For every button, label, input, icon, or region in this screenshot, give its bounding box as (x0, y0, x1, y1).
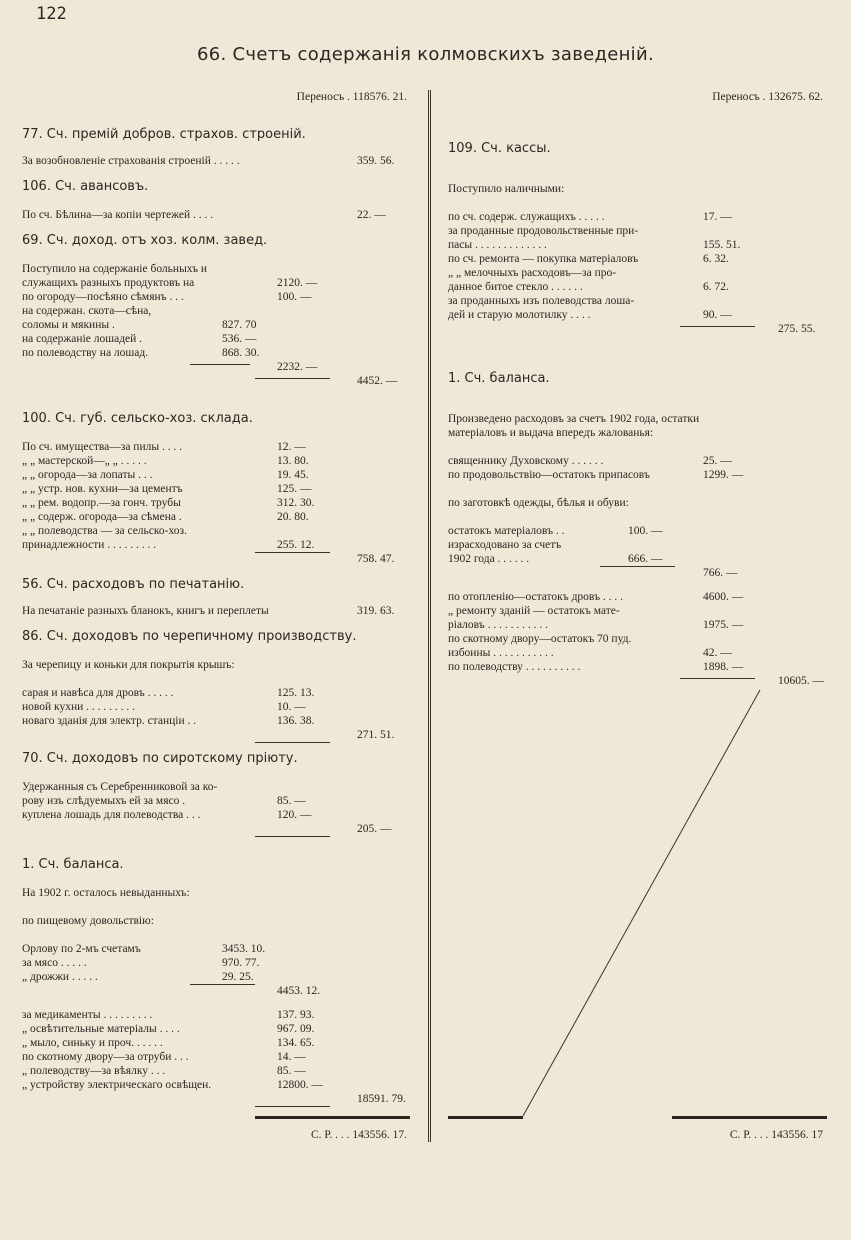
entry-text: „ полеводству—за вѣялку . . . (22, 1065, 166, 1077)
amount-a: 100. — (277, 291, 312, 303)
amount-a: 134. 65. (277, 1037, 315, 1049)
amount-a: 12800. — (277, 1079, 323, 1091)
entry-text: по полеводству . . . . . . . . . . (448, 661, 581, 673)
entry-text: „ „ мастерской—„ „ . . . . . (22, 455, 147, 467)
amount-a: 766. — (703, 567, 738, 579)
heading-text: 109. Сч. кассы. (448, 141, 551, 156)
entry-text: за проданныхъ изъ полеводства лоша- (448, 295, 635, 307)
entry-text: дей и старую молотилку . . . . (448, 309, 591, 321)
entry-text: по полеводству на лошад. (22, 347, 149, 359)
page-title: 66. Счетъ содержанія колмовскихъ заведеній. (196, 44, 654, 65)
entry-text: служащихъ разныхъ продуктовъ на (22, 277, 195, 289)
amount-c: 271. 51. (357, 729, 395, 741)
entry-text: На печатаніе разныхъ бланокъ, книгъ и переплеты (22, 605, 269, 617)
amount-l: 970. 77. (222, 957, 260, 969)
amount-a: 1975. — (703, 619, 744, 631)
amount-a: 19. 45. (277, 469, 309, 481)
entry-text: „ дрожжи . . . . . (22, 971, 98, 983)
entry-text: принадлежности . . . . . . . . . (22, 539, 157, 551)
entry-text: новой кухни . . . . . . . . . (22, 701, 136, 713)
entry-text: „ „ огорода—за лопаты . . . (22, 469, 153, 481)
heading-text: 70. Сч. доходовъ по сиротскому пріюту. (22, 751, 298, 766)
entry-text: за проданные продовольственные при- (448, 225, 639, 237)
amount-a: 4453. 12. (277, 985, 321, 997)
entry-text: на содержан. скота—сѣна, (22, 305, 152, 317)
amount-a: 85. — (277, 1065, 306, 1077)
entry-text: „ освѣтительные матеріалы . . . . (22, 1023, 180, 1035)
entry-text: данное битое стекло . . . . . . (448, 281, 583, 293)
entry-text: За черепицу и коньки для покрытія крышъ: (22, 659, 235, 671)
amount-a: 155. 51. (703, 239, 741, 251)
entry-text: по скотному двору—остатокъ 70 пуд. (448, 633, 632, 645)
amount-c: 10605. — (778, 675, 824, 687)
amount-a: 6. 32. (703, 253, 729, 265)
amount-l: 536. — (222, 333, 257, 345)
entry-text: Поступило наличными: (448, 183, 565, 195)
amount-a: 6. 72. (703, 281, 729, 293)
amount-a: 10. — (277, 701, 306, 713)
amount-a: 17. — (703, 211, 732, 223)
amount-a: 1898. — (703, 661, 744, 673)
entry-text: „ „ мелочныхъ расходовъ—за про- (448, 267, 617, 279)
entry-text: на содержаніе лошадей . (22, 333, 143, 345)
heading-text: 1. Сч. баланса. (22, 857, 124, 872)
entry-text: За возобновленіе страхованія строеній . . . . . (22, 155, 240, 167)
entry-text: ріаловъ . . . . . . . . . . . (448, 619, 548, 631)
entry-text: избоины . . . . . . . . . . . (448, 647, 554, 659)
amount-a: 2120. — (277, 277, 318, 289)
entry-text: Орлову по 2-мъ счетамъ (22, 943, 141, 955)
entry-text: „ „ содерж. огорода—за сѣмена . (22, 511, 182, 523)
amount-a: 12. — (277, 441, 306, 453)
amount-c: 205. — (357, 823, 392, 835)
amount-a: 312. 30. (277, 497, 315, 509)
heading-text: 1. Сч. баланса. (448, 371, 550, 386)
amount-a: 120. — (277, 809, 312, 821)
amount-l: 666. — (628, 553, 663, 565)
heading-text: 106. Сч. авансовъ. (22, 179, 149, 194)
amount-l: 827. 70 (222, 319, 257, 331)
amount-b: 22. — (357, 209, 386, 221)
amount-a: 255. 12. (277, 539, 315, 551)
amount-c: 275. 55. (778, 323, 816, 335)
entry-text: Произведено расходовъ за счетъ 1902 года, остатки (448, 413, 700, 425)
amount-b: 319. 63. (357, 605, 395, 617)
entry-text: С. Р. . . . 143556. 17. (310, 1129, 407, 1141)
amount-l: 29. 25. (222, 971, 254, 983)
heading-text: 77. Сч. премій добров. страхов. строеній. (22, 127, 306, 142)
entry-text: „ „ рем. водопр.—за гонч. трубы (22, 497, 181, 509)
amount-a: 90. — (703, 309, 732, 321)
entry-text: новаго зданія для электр. станціи . . (22, 715, 197, 727)
entry-text: пасы . . . . . . . . . . . . . (448, 239, 547, 251)
entry-text: „ „ устр. нов. кухни—за цементъ (22, 483, 183, 495)
entry-text: за медикаменты . . . . . . . . . (22, 1009, 153, 1021)
heading-text: 86. Сч. доходовъ по черепичному производству. (22, 629, 357, 644)
entry-text: по скотному двору—за отруби . . . (22, 1051, 189, 1063)
entry-text: По сч. Бѣлина—за копіи чертежей . . . . (22, 209, 214, 221)
entry-text: израсходовано за счетъ (448, 539, 562, 551)
heading-text: 69. Сч. доход. отъ хоз. колм. завед. (22, 233, 268, 248)
entry-text: „ устройству электрическаго освѣщен. (22, 1079, 212, 1091)
amount-a: 2232. — (277, 361, 318, 373)
entry-text: остатокъ матеріаловъ . . (448, 525, 565, 537)
entry-text: по пищевому довольствію: (22, 915, 154, 927)
amount-a: 14. — (277, 1051, 306, 1063)
amount-a: 4600. — (703, 591, 744, 603)
amount-a: 125. — (277, 483, 312, 495)
amount-a: 25. — (703, 455, 732, 467)
amount-a: 136. 38. (277, 715, 315, 727)
amount-c: 758. 47. (357, 553, 395, 565)
amount-b: 359. 56. (357, 155, 395, 167)
entry-text: по сч. содерж. служащихъ . . . . . (448, 211, 605, 223)
amount-c: 4452. — (357, 375, 398, 387)
entry-text: рову изъ слѣдуемыхъ ей за мясо . (22, 795, 186, 807)
entry-text: „ ремонту зданій — остатокъ мате- (448, 605, 620, 617)
heading-text: 56. Сч. расходовъ по печатанію. (22, 577, 245, 592)
amount-a: 137. 93. (277, 1009, 315, 1021)
amount-a: 125. 13. (277, 687, 315, 699)
amount-a: 1299. — (703, 469, 744, 481)
amount-a: 42. — (703, 647, 732, 659)
entry-text: Переносъ . 118576. 21. (296, 91, 407, 103)
entry-text: По сч. имущества—за пилы . . . . (22, 441, 183, 453)
entry-text: „ мыло, синьку и проч. . . . . . (22, 1037, 163, 1049)
amount-c: 18591. 79. (357, 1093, 406, 1105)
entry-text: Переносъ . 132675. 62. (712, 91, 823, 103)
amount-a: 967. 09. (277, 1023, 315, 1035)
amount-l: 100. — (628, 525, 663, 537)
entry-text: матеріаловъ и выдача впередъ жалованья: (448, 427, 654, 439)
amount-a: 13. 80. (277, 455, 309, 467)
amount-l: 3453. 10. (222, 943, 266, 955)
entry-text: соломы и мякины . (22, 319, 115, 331)
entry-text: сарая и навѣса для дровъ . . . . . (22, 687, 174, 699)
page-number: 122 (36, 4, 67, 24)
entry-text: по заготовкѣ одежды, бѣлья и обуви: (448, 497, 629, 509)
entry-text: С. Р. . . . 143556. 17 (729, 1129, 823, 1141)
amount-l: 868. 30. (222, 347, 260, 359)
amount-a: 20. 80. (277, 511, 309, 523)
entry-text: по продовольствію—остатокъ припасовъ (448, 469, 650, 481)
entry-text: за мясо . . . . . (22, 957, 87, 969)
entry-text: по сч. ремонта — покупка матеріаловъ (448, 253, 639, 265)
entry-text: На 1902 г. осталось невыданныхъ: (22, 887, 190, 899)
entry-text: по огороду—посѣяно сѣмянъ . . . (22, 291, 184, 303)
entry-text: Поступило на содержаніе больныхъ и (22, 263, 208, 275)
amount-a: 85. — (277, 795, 306, 807)
heading-text: 100. Сч. губ. сельско-хоз. склада. (22, 411, 253, 426)
entry-text: Удержанныя съ Серебренниковой за ко- (22, 781, 218, 793)
entry-text: по отопленію—остатокъ дровъ . . . . (448, 591, 624, 603)
entry-text: куплена лошадь для полеводства . . . (22, 809, 201, 821)
entry-text: священнику Духовскому . . . . . . (448, 455, 604, 467)
entry-text: „ „ полеводства — за сельско-хоз. (22, 525, 187, 537)
entry-text: 1902 года . . . . . . (448, 553, 530, 565)
